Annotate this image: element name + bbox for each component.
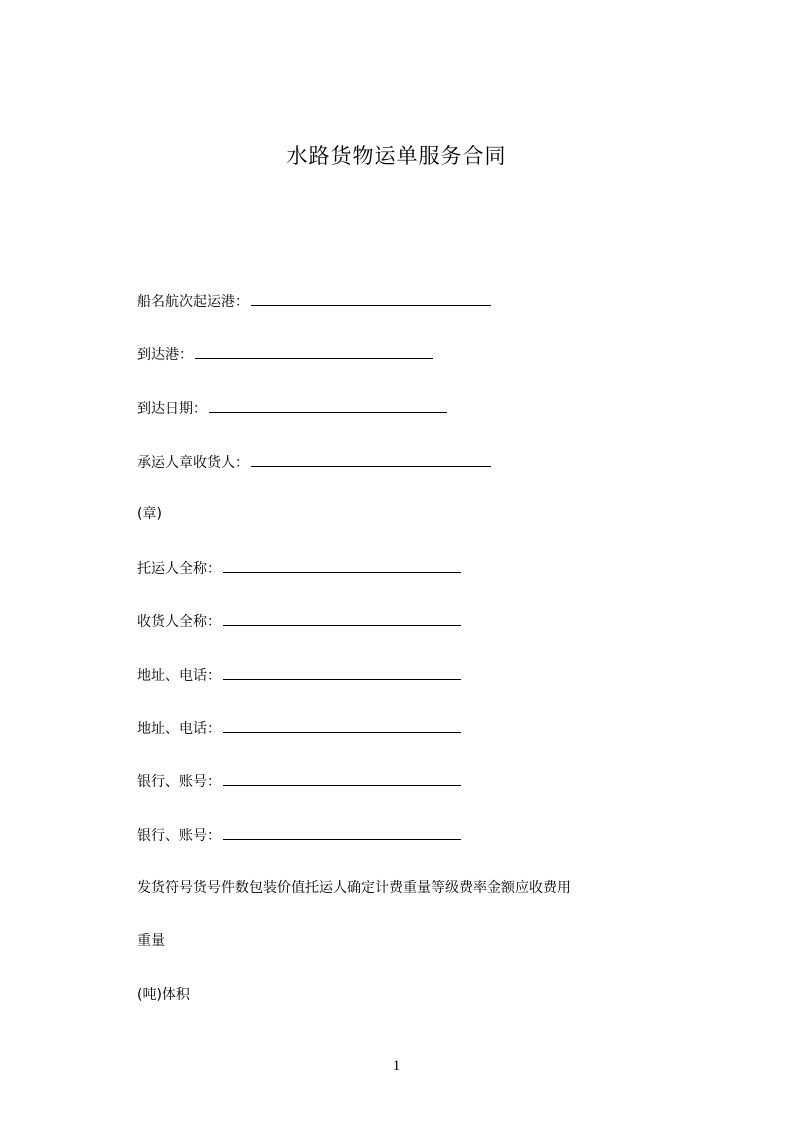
field-label: 托运人全称： <box>137 561 221 577</box>
page-number: 1 <box>392 1058 401 1074</box>
seal-note: (章) <box>137 506 162 522</box>
field-label: 到达日期： <box>137 401 207 417</box>
weight-label: 重量 <box>137 933 165 949</box>
fill-in-blank[interactable] <box>223 771 461 786</box>
field-bank-account-1 <box>137 771 461 792</box>
field-label: 银行、账号： <box>137 828 221 844</box>
fill-in-blank[interactable] <box>223 718 461 733</box>
field-bank-account-2 <box>137 825 461 846</box>
document-title: 水路货物运单服务合同 <box>286 144 507 168</box>
field-label: 银行、账号： <box>137 774 221 790</box>
field-label: 承运人章收货人： <box>137 455 249 471</box>
fill-in-blank[interactable] <box>251 291 491 306</box>
table-header-text: 发货符号货号件数包装价值托运人确定计费重量等级费率金额应收费用 <box>137 880 571 896</box>
field-label: 到达港： <box>137 347 193 363</box>
fill-in-blank[interactable] <box>223 611 461 626</box>
fill-in-blank[interactable] <box>223 665 461 680</box>
field-address-phone-1 <box>137 665 461 686</box>
field-carrier-seal-consignee <box>137 452 491 473</box>
field-shipper-full-name <box>137 558 461 579</box>
fill-in-blank[interactable] <box>195 344 433 359</box>
volume-label: (吨)体积 <box>137 987 190 1003</box>
fill-in-blank[interactable] <box>251 452 491 467</box>
fill-in-blank[interactable] <box>209 398 447 413</box>
field-label: 地址、电话： <box>137 668 221 684</box>
field-label: 收货人全称： <box>137 614 221 630</box>
field-label: 船名航次起运港： <box>137 294 249 310</box>
field-address-phone-2 <box>137 718 461 739</box>
field-arrival-date <box>137 398 447 419</box>
fill-in-blank[interactable] <box>223 558 461 573</box>
field-ship-voyage-port <box>137 291 491 312</box>
fill-in-blank[interactable] <box>223 825 461 840</box>
field-consignee-full-name <box>137 611 461 632</box>
field-label: 地址、电话： <box>137 721 221 737</box>
field-destination-port <box>137 344 433 365</box>
